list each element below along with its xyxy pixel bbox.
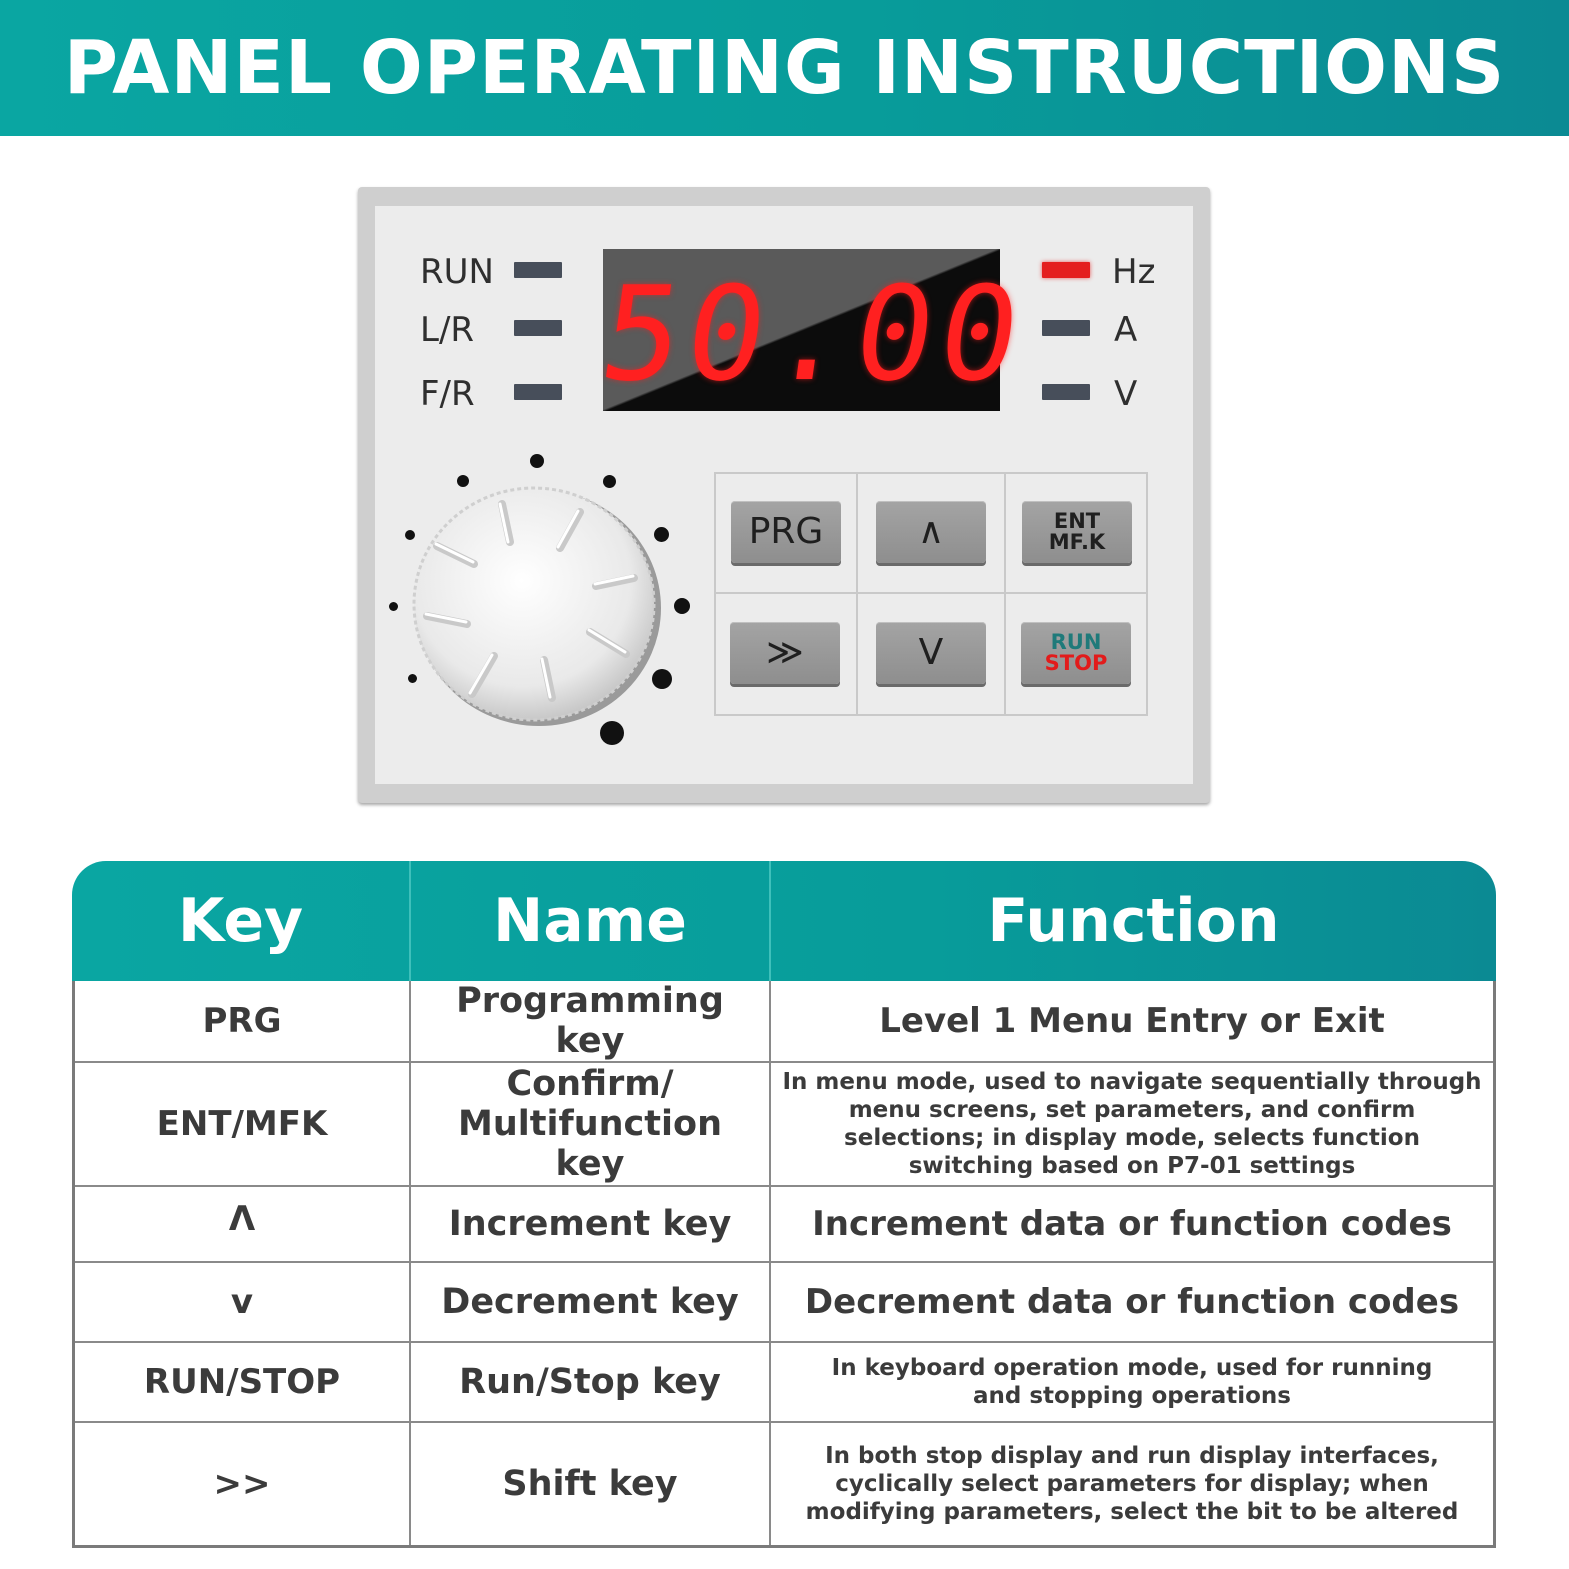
cell-name: Confirm/ Multifunction key [458, 1063, 722, 1185]
title-banner [0, 0, 1569, 136]
keypad-divider [856, 474, 858, 714]
cell-key: Λ [228, 1199, 256, 1239]
cell-function: In both stop display and run display interfaces, cyclically select parameters for display; when modifying parameters, select the bit to be altered [805, 1442, 1459, 1526]
indicator-label-run: RUN [420, 252, 494, 292]
cell-key: ENT/MFK [156, 1104, 328, 1144]
indicator-label-hz: Hz [1112, 252, 1156, 292]
cell-key: RUN/STOP [143, 1362, 341, 1402]
table-row [75, 1187, 1493, 1261]
cell-key: v [230, 1282, 254, 1322]
cell-key: PRG [202, 1001, 282, 1041]
display-value: 50.00 [592, 258, 1036, 410]
indicator-label-v: V [1114, 374, 1138, 414]
table-row [75, 1063, 1493, 1185]
cell-name: Shift key [502, 1463, 678, 1504]
indicator-label-a: A [1114, 310, 1138, 350]
cell-name: Decrement key [441, 1281, 739, 1322]
indicator-label-lr: L/R [420, 310, 475, 350]
table-row [75, 1263, 1493, 1341]
indicator-led-fr [514, 384, 562, 400]
table-row [75, 981, 1493, 1061]
cell-function: In menu mode, used to navigate sequentially through menu screens, set parameters, and confirm selections; in display mode, selects function switching based on P7-01 settings [782, 1068, 1482, 1180]
shift-button[interactable] [730, 622, 840, 684]
chevron-down-icon: V [918, 632, 944, 673]
run-stop-button[interactable] [1021, 622, 1131, 684]
table-row [75, 1343, 1493, 1421]
indicator-led-a [1042, 320, 1090, 336]
indicator-label-fr: F/R [420, 374, 475, 414]
cell-name: Run/Stop key [459, 1361, 721, 1402]
key-function-table [72, 861, 1496, 1548]
prg-button[interactable] [731, 501, 841, 563]
potentiometer-knob[interactable] [412, 484, 662, 728]
cell-function: Increment data or function codes [812, 1204, 1452, 1244]
indicator-led-v [1042, 384, 1090, 400]
indicator-led-hz [1042, 262, 1090, 278]
page-title: PANEL OPERATING INSTRUCTIONS [63, 25, 1506, 111]
ent-mfk-button[interactable] [1022, 501, 1132, 563]
table-header [72, 861, 1496, 981]
header-name: Name [493, 886, 687, 956]
keypad-divider [716, 592, 1146, 594]
knob-scale-dot [530, 454, 544, 468]
cell-function: Decrement data or function codes [804, 1282, 1460, 1322]
indicator-led-run [514, 262, 562, 278]
increment-button[interactable] [876, 501, 986, 563]
knob-scale-dot [674, 598, 690, 614]
ent-button-label: ENT [1053, 509, 1101, 533]
run-button-label: RUN [1050, 630, 1102, 654]
cell-function: In keyboard operation mode, used for running and stopping operations [831, 1354, 1433, 1409]
chevron-up-icon: ∧ [917, 511, 945, 552]
decrement-button[interactable] [876, 622, 986, 684]
indicator-led-lr [514, 320, 562, 336]
cell-function: Level 1 Menu Entry or Exit [879, 1001, 1385, 1041]
digital-display [592, 249, 1036, 411]
keypad-divider [1004, 474, 1006, 714]
header-key: Key [177, 886, 304, 956]
stop-button-label: STOP [1044, 651, 1108, 675]
knob-scale-dot [389, 602, 398, 611]
mfk-button-label: MF.K [1048, 530, 1106, 554]
cell-name: Increment key [448, 1203, 732, 1244]
cell-name: Programming key [456, 980, 724, 1061]
header-function: Function [987, 886, 1280, 956]
double-chevron-right-icon: ≫ [766, 632, 804, 673]
table-row [75, 1423, 1493, 1545]
cell-key: >> [213, 1464, 271, 1504]
prg-button-label: PRG [748, 511, 824, 552]
table-body [72, 981, 1496, 1548]
